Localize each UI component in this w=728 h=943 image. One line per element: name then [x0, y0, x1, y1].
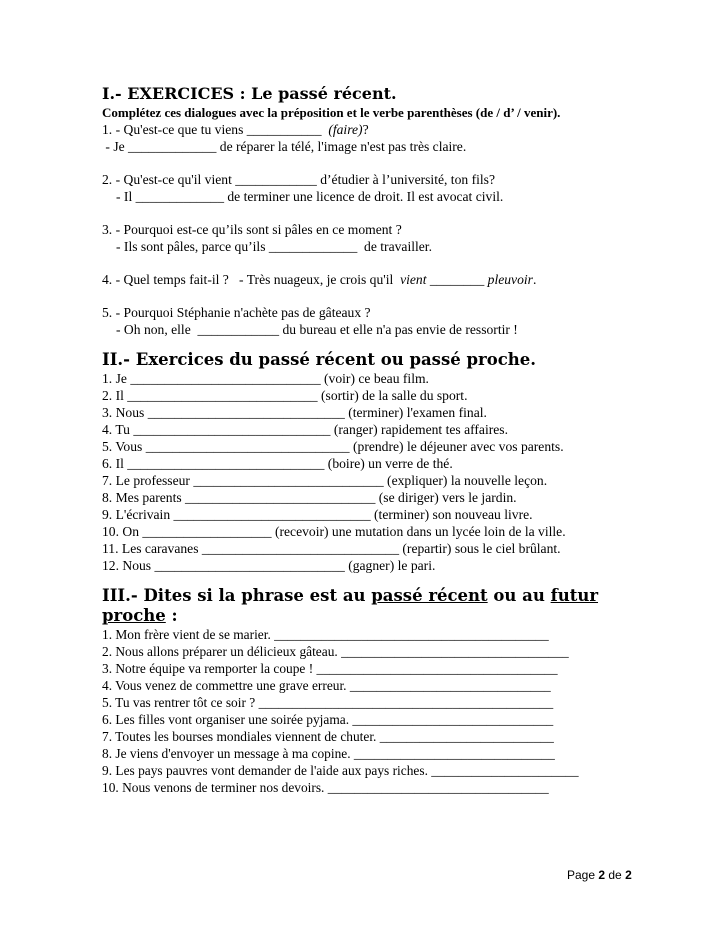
- dialogue-1a-text: 1. - Qu'est-ce que tu viens ___________: [102, 122, 329, 137]
- dialogue-1a-end: ?: [362, 122, 369, 137]
- exercise-item: 3. Nous _____________________________ (terminer) l'examen final.: [102, 405, 487, 420]
- dialogue-3a: 3. - Pourquoi est-ce qu’ils sont si pâles en ce moment ?: [102, 222, 402, 237]
- exercise-item: 9. L'écrivain _____________________________ (terminer) son nouveau livre.: [102, 507, 533, 522]
- exercise-item: 5. Vous ______________________________ (prendre) le déjeuner avec vos parents.: [102, 439, 564, 454]
- dialogue-2a: 2. - Qu'est-ce qu'il vient ____________ d’étudier à l’université, ton fils?: [102, 172, 495, 187]
- exercise-item: 6. Les filles vont organiser une soirée pyjama. ______________________________: [102, 712, 554, 727]
- spacer: [102, 574, 642, 586]
- exercise-item: 4. Tu _____________________________ (ranger) rapidement tes affaires.: [102, 422, 508, 437]
- dialogue-4-end: .: [532, 272, 537, 287]
- exercise-item: 5. Tu vas rentrer tôt ce soir ? ____________________________________________: [102, 695, 554, 710]
- dialogue-3b: - Ils sont pâles, parce qu’ils _____________ de travailler.: [116, 239, 432, 254]
- section-3-title-part: III.- Dites si la phrase est au: [102, 586, 372, 605]
- section-3-title-part: :: [165, 606, 178, 625]
- page-total: 2: [625, 868, 632, 882]
- dialogue-4-text: 4. - Quel temps fait-il ? - Très nuageux, je crois qu'il: [102, 272, 401, 287]
- of-word: de: [605, 868, 626, 882]
- exercise-item: 10. On ___________________ (recevoir) une mutation dans un lycée loin de la ville.: [102, 524, 566, 539]
- section-3-list: [102, 626, 642, 796]
- page-word: Page: [567, 868, 599, 882]
- dialogue-5b: - Oh non, elle ____________ du bureau et elle n'a pas envie de ressortir !: [116, 322, 518, 337]
- dialogue-4-viens: vient: [400, 272, 427, 287]
- exercise-item: 11. Les caravanes _____________________________ (repartir) sous le ciel brûlant.: [102, 541, 561, 556]
- section-3-title-part: ou au: [487, 586, 551, 605]
- page-current: 2: [598, 868, 606, 882]
- worksheet: [102, 84, 642, 796]
- dialogue-5a: 5. - Pourquoi Stéphanie n'achète pas de gâteaux ?: [102, 305, 371, 320]
- section-2-list: [102, 370, 642, 574]
- dialogue-2b: - Il _____________ de terminer une licence de droit. Il est avocat civil.: [116, 189, 504, 204]
- exercise-item: 9. Les pays pauvres vont demander de l'aide aux pays riches. ______________________: [102, 763, 579, 778]
- section-1-title: I.- EXERCICES : Le passé récent.: [102, 84, 397, 103]
- exercise-item: 1. Je ____________________________ (voir) ce beau film.: [102, 371, 429, 386]
- dialogue-1b: - Je _____________ de réparer la télé, l'image n'est pas très claire.: [102, 139, 467, 154]
- exercise-item: 7. Le professeur ____________________________ (expliquer) la nouvelle leçon.: [102, 473, 548, 488]
- spacer: [102, 155, 642, 171]
- exercise-item: 4. Vous venez de commettre une grave erreur. ______________________________: [102, 678, 551, 693]
- section-3-title-underlined: proche: [102, 606, 166, 625]
- section-3-title-underlined: passé récent: [371, 586, 488, 605]
- exercise-item: 8. Mes parents ____________________________ (se diriger) vers le jardin.: [102, 490, 517, 505]
- spacer: [102, 288, 642, 304]
- exercise-item: 1. Mon frère vient de se marier. _________________________________________: [102, 627, 549, 642]
- dialogue-1a-hint: (faire): [328, 122, 363, 137]
- spacer: [102, 338, 642, 350]
- section-3-title-underlined: futur: [550, 586, 599, 605]
- exercise-item: 7. Toutes les bourses mondiales viennent de chuter. __________________________: [102, 729, 554, 744]
- exercise-item: 12. Nous ____________________________ (gagner) le pari.: [102, 558, 436, 573]
- section-3-title: [102, 586, 642, 626]
- exercise-item: 2. Nous allons préparer un délicieux gâteau. __________________________________: [102, 644, 569, 659]
- exercise-item: 3. Notre équipe va remporter la coupe ! ____________________________________: [102, 661, 558, 676]
- exercise-item: 10. Nous venons de terminer nos devoirs. _________________________________: [102, 780, 549, 795]
- page-number: [567, 868, 632, 882]
- dialogue-1a: [102, 121, 642, 138]
- exercise-item: 6. Il _____________________________ (boire) un verre de thé.: [102, 456, 453, 471]
- spacer: [102, 205, 642, 221]
- section-2-title: II.- Exercices du passé récent ou passé proche.: [102, 350, 537, 369]
- dialogue-4-pleuvoir: pleuvoir: [487, 272, 533, 287]
- dialogue-4: [102, 271, 642, 288]
- exercise-item: 8. Je viens d'envoyer un message à ma copine. ______________________________: [102, 746, 555, 761]
- exercise-item: 2. Il ____________________________ (sortir) de la salle du sport.: [102, 388, 468, 403]
- section-1-instruction: Complétez ces dialogues avec la préposition et le verbe parenthèses (de / d’ / venir).: [102, 105, 561, 120]
- spacer: [102, 255, 642, 271]
- dialogue-4-blank: ________: [426, 272, 488, 287]
